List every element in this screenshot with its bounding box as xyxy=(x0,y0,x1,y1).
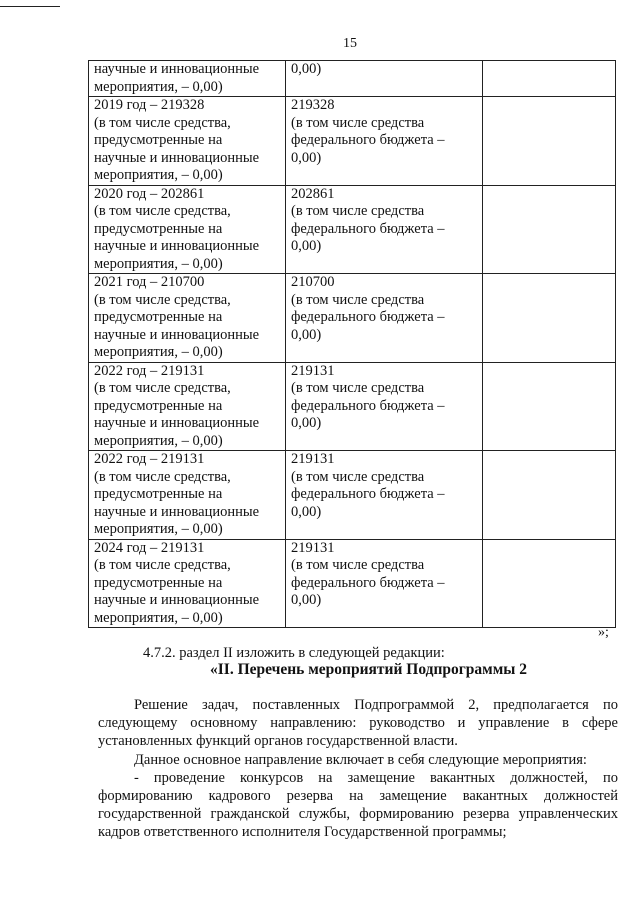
paragraph-1 xyxy=(98,696,618,750)
amount-total-cell xyxy=(89,274,286,363)
cell-line: 2024 год – 219131 xyxy=(94,539,205,556)
cell-line: (в том числе средства xyxy=(291,203,425,219)
cell-line: федерального бюджета – xyxy=(291,574,445,591)
cell-line: 0,00) xyxy=(291,503,322,520)
cell-line: мероприятия, – 0,00) xyxy=(94,521,223,537)
cell-line: 0,00) xyxy=(291,238,322,254)
table-row xyxy=(89,274,616,363)
cell-line: (в том числе средства, xyxy=(94,468,231,485)
cell-line: научные и инновационные xyxy=(94,149,260,166)
paragraph-line: установленных функций органов государственной власти. xyxy=(98,733,458,749)
cell-line: мероприятия, – 0,00) xyxy=(94,344,223,360)
amount-total-cell xyxy=(89,362,286,451)
paragraph-line: следующему основному направлению: руководство и управление в сфере xyxy=(98,715,618,731)
cell-line: (в том числе средства xyxy=(291,468,425,485)
page-number: 15 xyxy=(343,36,357,51)
cell-line: научные и инновационные xyxy=(94,61,260,77)
cell-line: 0,00) xyxy=(291,149,322,166)
cell-line: предусмотренные на xyxy=(94,486,223,502)
top-rule xyxy=(0,6,60,7)
amount-total-cell xyxy=(89,451,286,540)
amount-total-cell xyxy=(89,185,286,274)
cell-line: мероприятия, – 0,00) xyxy=(94,78,223,95)
cell-line: предусмотренные на xyxy=(94,397,223,414)
funding-table xyxy=(88,60,616,628)
cell-line: 0,00) xyxy=(291,326,322,343)
paragraph-line: кадров ответственного исполнителя Государственной программы; xyxy=(98,824,507,840)
cell-line: 219328 xyxy=(291,97,335,113)
federal-budget-cell xyxy=(286,61,483,97)
table-row xyxy=(89,97,616,186)
cell-line: 0,00) xyxy=(291,61,322,77)
empty-cell xyxy=(483,61,616,97)
cell-line: 219131 xyxy=(291,451,335,467)
federal-budget-cell xyxy=(286,362,483,451)
table-row xyxy=(89,539,616,628)
cell-line: (в том числе средства, xyxy=(94,291,231,308)
table-row xyxy=(89,61,616,97)
cell-line: предусмотренные на xyxy=(94,132,223,148)
cell-line: научные и инновационные xyxy=(94,503,260,520)
section-amendment-line: 4.7.2. раздел II изложить в следующей редакции: xyxy=(143,645,445,661)
cell-line: федерального бюджета – xyxy=(291,486,445,502)
cell-line: (в том числе средства, xyxy=(94,557,231,573)
cell-line: (в том числе средства, xyxy=(94,114,231,131)
federal-budget-cell xyxy=(286,97,483,186)
paragraph-line: формированию кадрового резерва на замещение вакантных должностей xyxy=(98,788,618,804)
empty-cell xyxy=(483,97,616,186)
cell-line: научные и инновационные xyxy=(94,238,260,254)
cell-line: 202861 xyxy=(291,185,335,202)
section-title: «II. Перечень мероприятий Подпрограммы 2 xyxy=(210,661,528,678)
cell-line: 2020 год – 202861 xyxy=(94,185,205,202)
paragraph-3 xyxy=(98,769,618,841)
cell-line: научные и инновационные xyxy=(94,415,260,431)
paragraph-2 xyxy=(134,751,618,769)
empty-cell xyxy=(483,274,616,363)
cell-line: федерального бюджета – xyxy=(291,132,445,148)
cell-line: федерального бюджета – xyxy=(291,220,445,237)
cell-line: 2022 год – 219131 xyxy=(94,362,205,379)
cell-line: 219131 xyxy=(291,362,335,379)
closing-quote: »; xyxy=(598,625,609,640)
cell-line: (в том числе средства xyxy=(291,380,425,396)
cell-line: (в том числе средства, xyxy=(94,380,231,396)
paragraph-line: Решение задач, поставленных Подпрограммой 2, предполагается по xyxy=(134,697,618,713)
federal-budget-cell xyxy=(286,274,483,363)
cell-line: 219131 xyxy=(291,539,335,556)
empty-cell xyxy=(483,451,616,540)
cell-line: (в том числе средства, xyxy=(94,203,231,219)
cell-line: 2019 год – 219328 xyxy=(94,97,205,113)
cell-line: 2021 год – 210700 xyxy=(94,274,205,290)
amount-total-cell xyxy=(89,61,286,97)
table-row xyxy=(89,451,616,540)
amount-total-cell xyxy=(89,539,286,628)
empty-cell xyxy=(483,362,616,451)
amount-total-cell xyxy=(89,97,286,186)
table-row xyxy=(89,362,616,451)
cell-line: мероприятия, – 0,00) xyxy=(94,255,223,272)
cell-line: предусмотренные на xyxy=(94,574,223,591)
cell-line: (в том числе средства xyxy=(291,291,425,308)
cell-line: федерального бюджета – xyxy=(291,397,445,414)
cell-line: 2022 год – 219131 xyxy=(94,451,205,467)
cell-line: 210700 xyxy=(291,274,335,290)
cell-line: предусмотренные на xyxy=(94,309,223,325)
paragraph-line: - проведение конкурсов на замещение вакантных должностей, по xyxy=(134,770,618,786)
cell-line: мероприятия, – 0,00) xyxy=(94,167,223,183)
cell-line: мероприятия, – 0,00) xyxy=(94,432,223,449)
cell-line: (в том числе средства xyxy=(291,557,425,573)
cell-line: научные и инновационные xyxy=(94,326,260,343)
cell-line: научные и инновационные xyxy=(94,592,260,608)
federal-budget-cell xyxy=(286,185,483,274)
cell-line: федерального бюджета – xyxy=(291,309,445,325)
empty-cell xyxy=(483,539,616,628)
paragraph-line: Данное основное направление включает в себя следующие мероприятия: xyxy=(134,752,587,768)
paragraph-line: государственной гражданской службы, формированию резерва управленческих xyxy=(98,806,618,822)
cell-line: 0,00) xyxy=(291,592,322,608)
cell-line: предусмотренные на xyxy=(94,220,223,237)
federal-budget-cell xyxy=(286,539,483,628)
cell-line: 0,00) xyxy=(291,415,322,431)
cell-line: (в том числе средства xyxy=(291,114,425,131)
table-row xyxy=(89,185,616,274)
empty-cell xyxy=(483,185,616,274)
cell-line: мероприятия, – 0,00) xyxy=(94,609,223,626)
federal-budget-cell xyxy=(286,451,483,540)
